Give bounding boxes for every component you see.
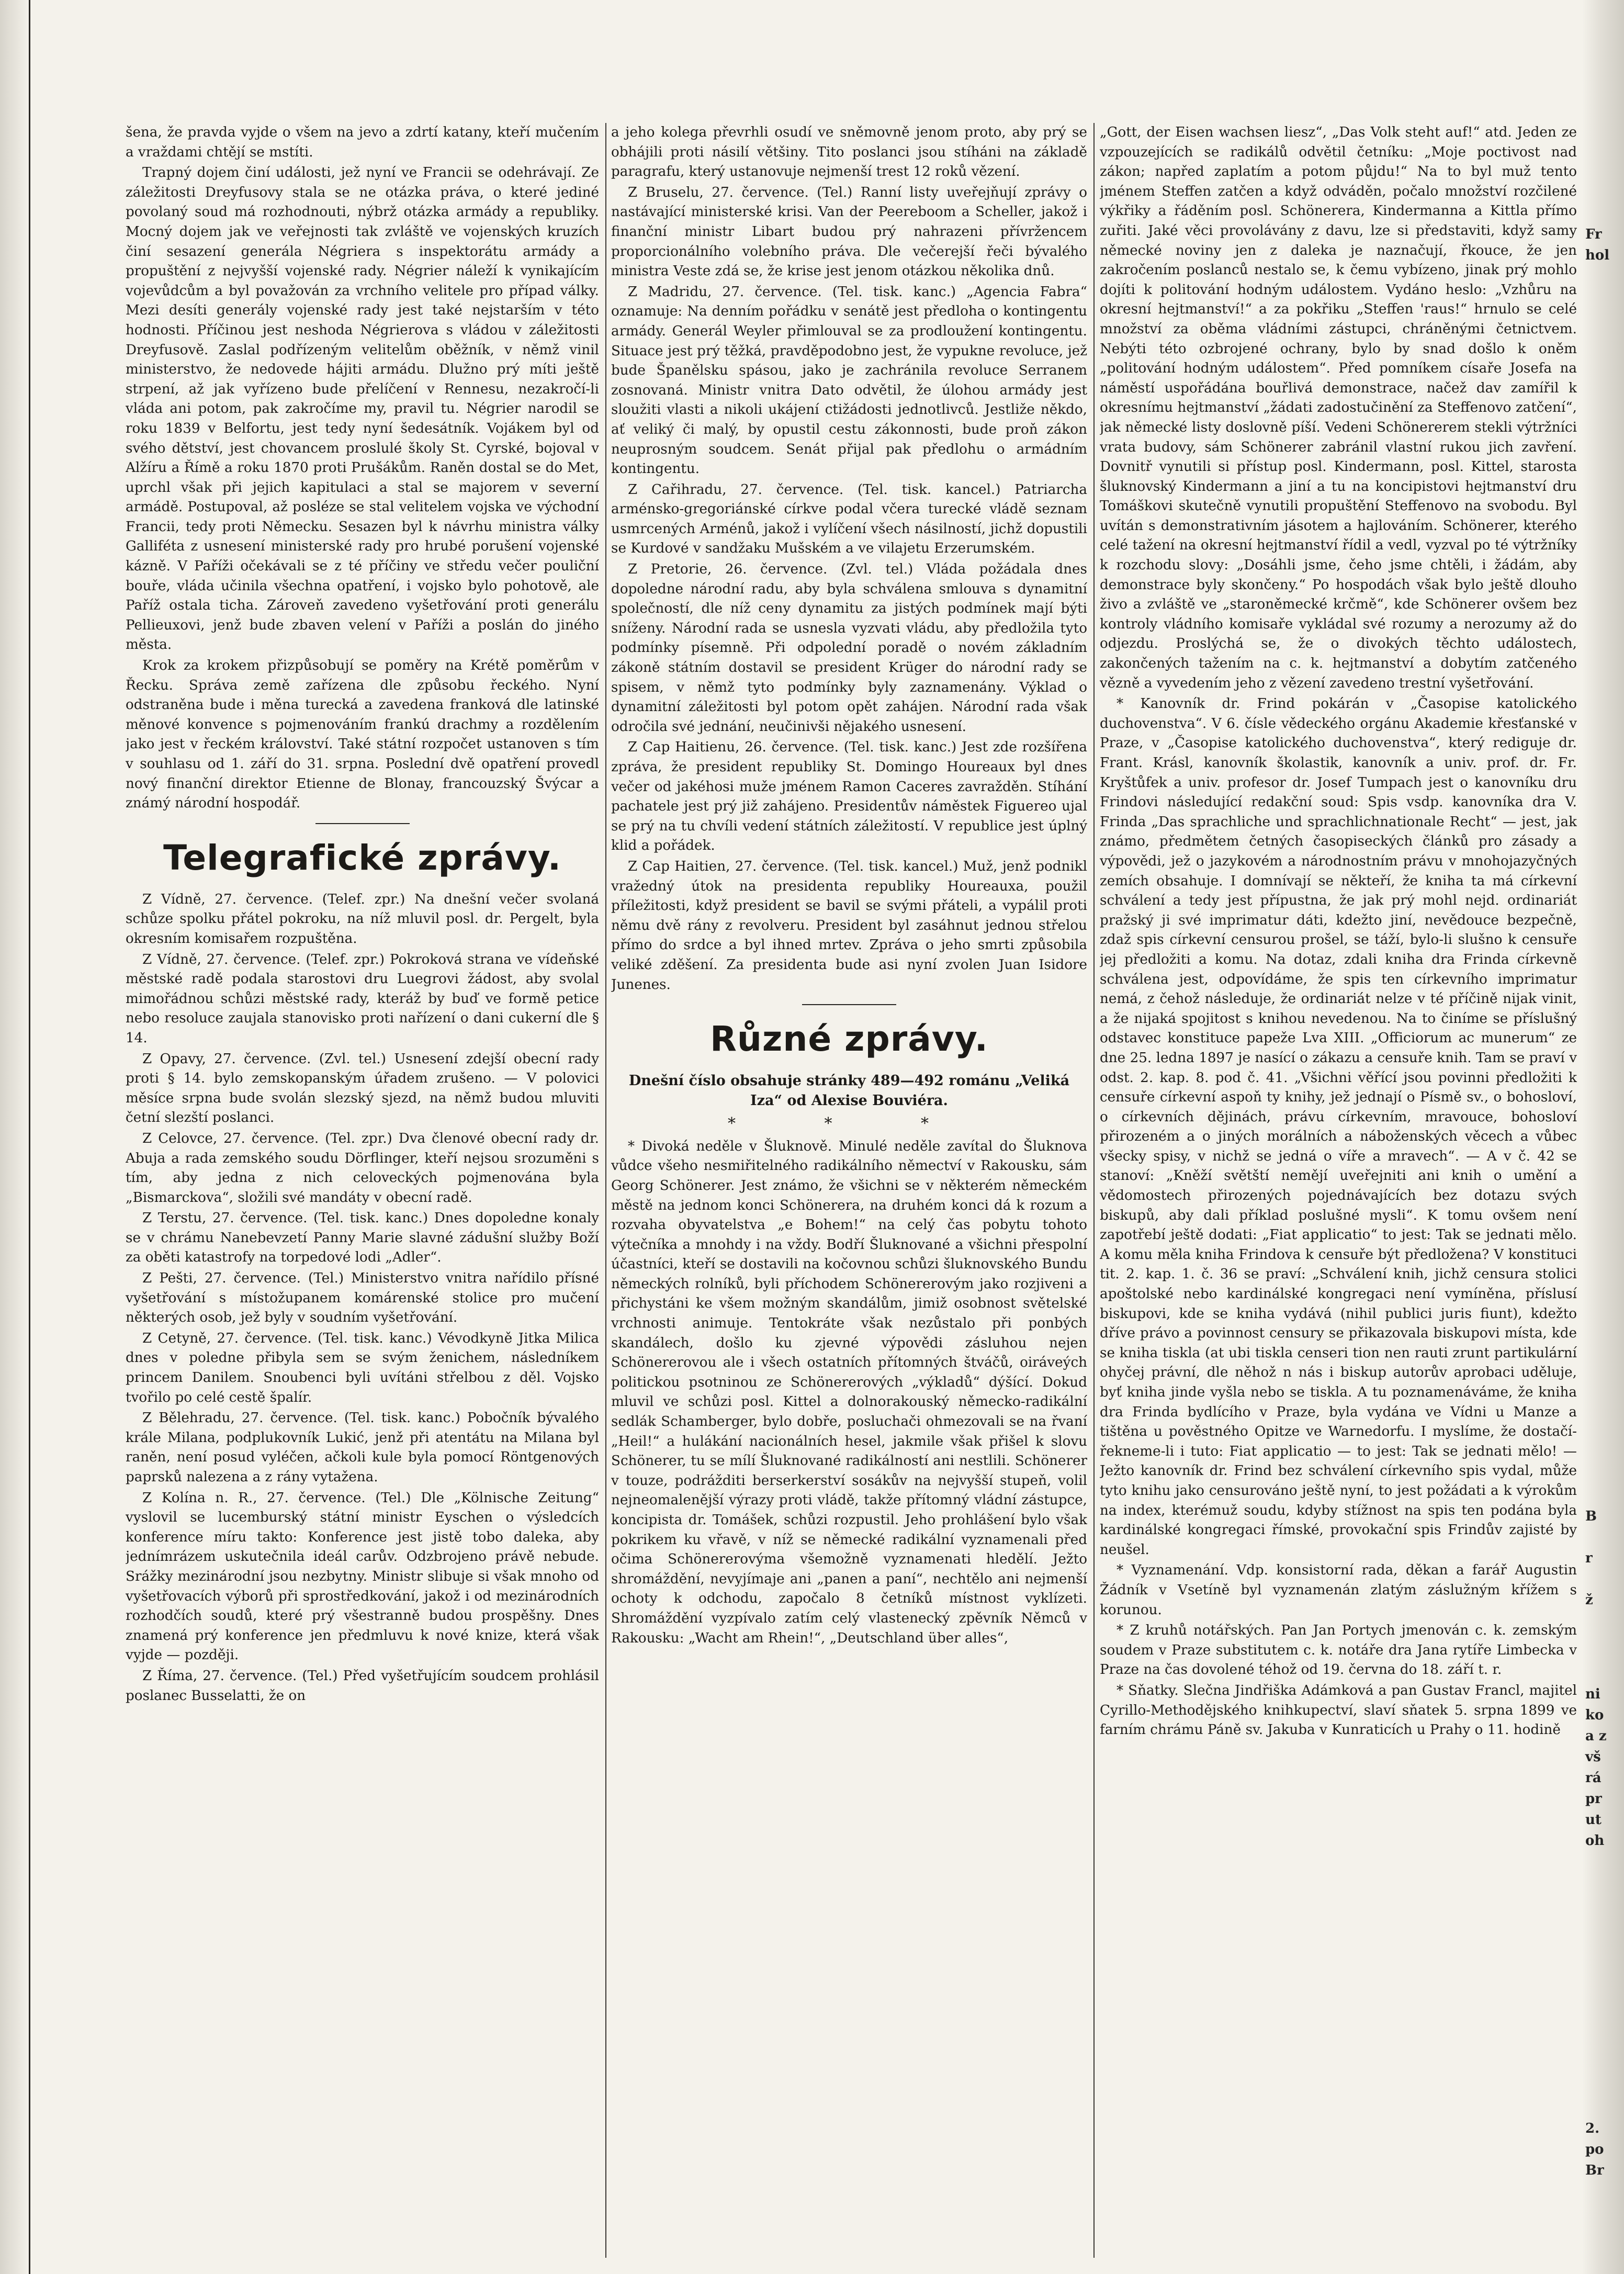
edge-fragment: rá <box>1585 1770 1602 1786</box>
telegram-item: Z Cetyně, 27. července. (Tel. tisk. kanc.) Vévodkyně Jitka Milica dnes v poledne přibyla sem se svým ženichem, následníkem princem Danilem. Snoubenci byli uvítáni střelbou z děl. Vojsko tvořilo po celé cestě špalír. <box>126 1330 599 1405</box>
edge-fragment: hol <box>1585 247 1610 263</box>
telegram-item: Z Cap Haitien, 27. července. (Tel. tisk. kancel.) Muž, jenž podnikl vražedný útok na presidenta republiky Houreauxa, použil příležitosti, když president se bavil se svými přáteli, a vypálil proti němu dvě rány z revolveru. President byl zasáhnut jednou střelou přímo do srdce a byl ihned mrtev. Zpráva o jeho smrti způsobila veliké zděšení. Za presidenta bude asi nyní zvolen Juan Isidore Junenes. <box>611 858 1087 993</box>
edge-fragment: ko <box>1585 1707 1604 1723</box>
column-1 <box>126 123 599 2258</box>
section-separator <box>315 823 410 824</box>
telegram-item: Z Vídně, 27. července. (Telef. zpr.) Pokroková strana ve vídeňské městské radě podala starostovi dru Luegrovi žádost, aby svolal mimořádnou schůzi městské rady, kteráž by buď ve formě petice nebo resoluce zaujala stanovisko proti nařízení o dani cukerní dle § 14. <box>126 951 599 1046</box>
column-divider-2 <box>1093 123 1095 2258</box>
edge-fragment: po <box>1585 2142 1604 2157</box>
edge-fragment: pr <box>1585 1791 1602 1807</box>
article-paragraph: šena, že pravda vyjde o všem na jevo a zdrtí katany, kteří mučením a vraždami chtějí se mstíti. <box>126 125 599 160</box>
telegram-item: Z Kolína n. R., 27. července. (Tel.) Dle „Kölnische Zeitung“ vyslovil se lucemburský státní ministr Eyschen o výsledcích konference míru takto: Konference jest jistě tobo daleka, aby jednímrázem uskutečnila ideál carův. Odzbrojeno právě nebude. Srážky mezinárodní jsou nezbytny. Ministr slibuje si však mnoho od vyšetřovacích výborů při sprostředkování, jakož i od mezinárodních rozhodčích soudů, které prý všestranně budou prospěšny. Dnes znamená prý konference jen předmluvu k nové knize, která však vyjde — později. <box>126 1490 599 1663</box>
edge-fragment: ni <box>1585 1686 1600 1702</box>
telegram-item: Z Cap Haitienu, 26. července. (Tel. tisk. kanc.) Jest zde rozšířena zpráva, že president republiky St. Domingo Houreaux byl dnes večer od jakéhosi muže jménem Ramon Caceres zavražděn. Stíhání pachatele jest prý již zahájeno. Presidentův náměstek Figuereo ujal se prý na tu chvíli vedení státních záležitostí. V republice jest úplný klid a pořádek. <box>611 739 1087 854</box>
edge-fragment: Fr <box>1585 227 1602 242</box>
telegram-item: Z Vídně, 27. července. (Telef. zpr.) Na dnešní večer svolaná schůze spolku přátel pokroku, na níž mluvil posl. dr. Pergelt, byla okresním komisařem rozpuštěna. <box>126 891 599 947</box>
section-separator <box>802 1004 896 1005</box>
telegram-item: Z Pešti, 27. července. (Tel.) Ministerstvo vnitra nařídilo přísné vyšetřování s místožupanem komárenské stolice pro mučení některých osob, jež byly v soudním vyšetřování. <box>126 1270 599 1326</box>
telegram-item: Z Celovce, 27. července. (Tel. zpr.) Dva členové obecní rady dr. Abuja a rada zemského soudu Dörflinger, kteří nejsou srozuměni s tím, aby jedna z nich celoveckých pojmenována byla „Bismarckova“, složili své mandáty v obecní radě. <box>126 1130 599 1206</box>
telegram-item: Z Bruselu, 27. července. (Tel.) Ranní listy uveřejňují zprávy o nastávající ministerské krisi. Van der Peereboom a Scheller, jakož i finanční ministr Libart budou prý nahrazeni přívržencem proporcionálního volebního práva. Dle večerejší řeči bývalého ministra Veste zdá se, že krise jest jenom otázkou několika dnů. <box>611 184 1087 279</box>
edge-fragment: r <box>1585 1550 1593 1566</box>
page-left-margin <box>0 0 30 2274</box>
news-item: * Vyznamenání. Vdp. konsistorní rada, děkan a farář Augustin Žádník v Vsetíně byl vyznamenán zlatým záslužným křížem s korunou. <box>1100 1562 1577 1618</box>
edge-fragment: B <box>1585 1509 1597 1524</box>
edge-fragment: vš <box>1585 1749 1601 1765</box>
telegram-item: Z Terstu, 27. července. (Tel. tisk. kanc.) Dnes dopoledne konaly se v chrámu Nanebevzetí Panny Marie slavné zádušní služby Boží za oběti katastrofy na torpedové lodi „Adler“. <box>126 1210 599 1266</box>
news-item: * Sňatky. Slečna Jindřiška Adámková a pan Gustav Francl, majitel Cyrillo-Methodějského knihkupectví, slaví sňatek 5. srpna 1899 ve farním chrámu Páně sv. Jakuba v Kunraticích u Prahy o 11. hodině <box>1100 1682 1577 1738</box>
telegram-item: Z Cařihradu, 27. července. (Tel. tisk. kancel.) Patriarcha arménsko-gregoriánské církve podal včera turecké vládě seznam usmrcených Arménů, jakož i vylíčení všech násilností, jichž dopustili se Kurdové v sandžaku Mušském a ve vilajetu Erzerumském. <box>611 481 1087 557</box>
telegram-item: Z Bělehradu, 27. července. (Tel. tisk. kanc.) Pobočník bývalého krále Milana, podplukovník Lukić, jenž při atentátu na Milana byl raněn, není posud vyléčen, ačkoli kule byla pomocí Röntgenových paprsků nalezena a z rány vytažena. <box>126 1410 599 1485</box>
edge-fragment: a z <box>1585 1728 1607 1744</box>
telegram-item: Z Pretorie, 26. července. (Zvl. tel.) Vláda požádala dnes dopoledne národní radu, aby byla schválena smlouva s dynamitní společností, dle níž ceny dynamitu za jistých podmínek mají býti sníženy. Národní rada se usnesla vyzvati vládu, aby předložila tyto podmínky písemně. Při odpolední poradě o novém základním zákoně státním dostavil se president Krüger do národní rady se spisem, v němž tyto podmínky byly zaznamenány. Výklad o dynamitní záležitosti byl potom opět zahájen. Národní rada však odročila své jednání, neučinivši nějakého usnesení. <box>611 561 1087 735</box>
news-item: „Gott, der Eisen wachsen liesz“, „Das Volk steht auf!“ atd. Jeden ze vzpouzejících se radikálů odvětil četníku: „Moje poctivost nad zákon; napřed zaplatím a potom půjdu!“ Na to byl muž tento jménem Steffen zatčen a když odváděn, počalo množství rozčilené výkřiky a řáděním posl. Schönerera, Kindermanna a Kittla přímo zuřiti. Jaké věci provolávány z davu, lze si představiti, když samy německé noviny jen z daleka je naznačují, řkouce, že jen zakročením poslanců nestalo se, k čemu vybízeno, jinak prý mohlo dojíti k politování hodným událostem. Vydáno heslo: „Vzhůru na okresní hejtmanství!“ a za pokřiku „Steffen 'raus!“ hrnulo se celé množství za oběma vládními zástupci, chráněnými četnictvem. Nebýti této ozbrojené ochrany, bylo by snad došlo k oněm „politování hodným událostem“. Před pomníkem císaře Josefa na náměstí uspořádána bouřlivá demonstrace, načež dav zamířil k okresnímu hejtmanství „žádati zadostučinění za Steffenovo zatčení“, jak německé listy doslovně píší. Vedeni Schönererem stekli výtržníci vrata budovy, sám Schönerer zabránil vlastní rukou jich zavření. Dovnitř vynutili si přístup posl. Kindermann, posl. Kittel, starosta šluknovský Kindermann a jiní a tu na koncipistovi hejtmanství dru Tomáškovi skutečně vynutili propuštění Steffenovo na svobodu. Byl uvítán s demonstrativním jásotem a hajlováním. Schönerer, kterého celé tažení na okresní hejtmanství řídil a vedl, vyzval po té výtržníky k rozchodu slovy: „Dosáhli jsme, čeho jsme chtěli, i žádám, aby demonstrace byly skončeny.“ Po hospodách však bylo ještě dlouho živo a zvláště ve „staroněmecké krčmě“, kde Schönerer ovšem bez kontroly vládního komisaře vykládal své rozumy a nerozumy až do odjezdu. Proslýchá se, že o divokých těchto událostech, zakončených tažením na c. k. hejtmanství a dobytím zatčeného vězně a vyvedením jeho z vězení zavedeno trestní vyšetřování. <box>1100 125 1577 691</box>
column-2 <box>611 123 1087 2258</box>
telegram-item: Z Opavy, 27. července. (Zvl. tel.) Usnesení zdejší obecní rady proti § 14. bylo zemskopanským úřadem zrušeno. — V polovici měsíce srpna bude svolán slezský sjezd, na němž budou mluviti četní slezští poslanci. <box>126 1051 599 1126</box>
edge-fragment: ž <box>1585 1592 1593 1608</box>
column-divider-1 <box>605 123 606 2258</box>
edge-fragment: Br <box>1585 2163 1604 2178</box>
edge-fragment: 2. <box>1585 2121 1600 2136</box>
news-item: * Divoká neděle v Šluknově. Minulé neděle zavítal do Šluknova vůdce všeho nesmiřitelného radikálního němectví v Rakousku, sám Georg Schönerer. Jest známo, že všichni se v některém německém městě na jednom konci Schönerera, na druhém konci dá k rozum a rozvaha obyvatelstva „e Bohem!“ na celý čas pobytu tohoto výtečníka a mnohdy i na vždy. Bodří Šluknované a všichni přespolní účastníci, kteří se dostavili na kočovnou schůzi šluknovského Bundu německých rolníků, byli příchodem Schönererovým jako rozjiveni a přichystáni ke všem možným skandálům, jimiž osobnost světelské vrchnosti animuje. Tentokráte však nezůstalo při ponbých skandálech, došlo ku zjevné výpovědi zásluhou nejen Schönererovou ale i všech ostatních přítomných štváčů, oiráveých politickou psotninou ze Schönererových „výkladů“ dýšící. Dokud mluvil ve schůzi posl. Kittel a dolnorakouský německo-radikální sedlák Schamberger, bylo dobře, posluchači ohmezovali se na řvaní „Heil!“ a hulákání nacionálních hesel, jakmile však přišel k slovu Schönerer, tu se mílí Šluknované radikálností ani nestlili. Schönerer v touze, podrážditi berserkerství sosákův na nejvyšší stupeň, volil nejneomalenější výrazy proti vládě, takže přítomný vládní zástupce, koncipista dr. Tomášek, schůzi rozpustil. Jeho prohlášení bylo však pokrikem ku vřavě, v níž se německé radikální vyznamenali před očima Schönererovýma všemožně vyznamenati hledělí. Ježto shromáždění, nevyjímaje ani „panen a paní“, nechtělo ani nejmenší ochoty k odchodu, započalo 8 četníků místnost vyklízeti. Shromáždění vyzpívalo zatím celý vlastenecký zpěvník Němců v Rakousku: „Wacht am Rhein!“, „Deutschland über alles“, <box>611 1138 1087 1646</box>
column-3 <box>1100 123 1577 2258</box>
telegram-item: Z Madridu, 27. července. (Tel. tisk. kanc.) „Agencia Fabra“ oznamuje: Na denním pořádku v senátě jest předloha o kontingentu armády. Generál Weyler přimlouval se za prodloužení kontingentu. Situace jest prý těžká, pravděpodobno jest, že vypukne revoluce, jež bude Španělsku spásou, jako je zachránila revoluce Serranem zosnovaná. Ministr vnitra Dato odvětil, že úlohou armády jest sloužiti vlasti a nikoli ukájení ctižádosti jednotlivců. Jestliže někdo, ať veliký či malý, by opustil cestu zákonnosti, bude proň zákon neuprosným soudcem. Senát přijal pak předlohu o armádním kontingentu. <box>611 284 1087 477</box>
edge-fragment: ut <box>1585 1812 1602 1828</box>
section-heading-telegrams: Telegrafické zprávy. <box>163 837 561 878</box>
news-item: * Kanovník dr. Frind pokárán v „Časopise katolického duchovenstva“. V 6. čísle vědeckého orgánu Akademie křesťanské v Praze, v „Časopise katolického duchovenstva“, který rediguje dr. Frant. Krásl, kanovník školastik, kanovník a univ. prof. dr. Fr. Kryštůfek a univ. profesor dr. Josef Tumpach jest o kanovníku dru Frindovi následující redakční soud: Spis vsdp. kanovníka dra V. Frinda „Das sprachliche und sprachlichnationale Recht“ — jest, jak známo, předmětem četných časopiseckých článků pro zásady a výpovědi, jež o jazykovém a národnostním právu v mnohojazyčných zemích obsahuje. I domnívají se někteří, že kniha ta má církevní schválení a tedy jest přípustna, že jak prý mohl nejd. ordinariát pražský ji své imprimatur dáti, kdežto jiní, nevědouce bezpečně, zdaž spis církevní censurou prošel, se táží, bylo-li slušno k censuře jej předložiti a komu. Na dotaz, zdali kniha dra Frinda církevně schválena jest, odpovídáme, že spis ten církevního imprimatur nemá, z čehož následuje, že ordinariát nelze v té příčině nijak vinit, a že nijaká spojitost s knihou nevedenou. Na to činíme se příslušný odstavec konstituce papeže Lva XIII. „Officiorum ac munerum“ ze dne 25. ledna 1897 je nasící o zákazu a censuře knih. Tam se praví v odst. 2. kap. 8. pod č. 41. „Všichni věřící jsou povinni předložiti k censuře církevní aspoň ty knihy, jež jednají o Písmě sv., o bohosloví, o církevních dějinách, právu církevním, mravouce, bohosloví přirozeném a o jiných morálních a náboženských věcech a vůbec všecky spisy, v nichž se jedná o víře a mravech“. — A v č. 42 se stanoví: „Kněží světští nemějí uveřejniti ani knih o umění a vědomostech přirozených pojednávajících bez dotazu svých biskupů, aby dali příklad poslušné mysli“. K tomu ovšem není zapotřebí ještě dodati: „Fiat applicatio“ to jest: Tak se jednati mělo. A komu měla kniha Frindova k censuře být předložena? V konstituci tit. 2. kap. 1. č. 36 se praví: „Schválení knih, jichž censura stolici apoštolské nebo kardinálské kongregaci není vymíněna, příslusí biskupovi, kde se kniha vydává (nihil publici juris fiunt), kdežto dříve právo a povinnost censury se přikazovala biskupovi místa, kde se kniha tiskla (at ubi tiskla censeri tion nen rauti zrunt partikulární ohyčej právní, dle něhož n nás i biskup autorův aprobaci uděluje, byť kniha jinde vyšla nebo se tiskla. A tu poznamenáváme, že kniha dra Frinda bydlícího v Praze, byla vydána ve Vídni u Manze a tištěna u pověstného Opitze ve Warnedorfu. I myslíme, že dostačí-řekneme-li i tuto: Fiat applicatio — to jest: Tak se jednati mělo! — Ježto kanovník dr. Frind bez schválení církevního spis vydal, může tyto knihu jako censurováno ještě nyní, to jest požádati a k výrokům na index, kterémuž soudu, kdyby stížnost na spis ten podána byla kardinálské kongregaci římské, provokační spis Frindův zajisté by neušel. <box>1100 696 1577 1558</box>
page-right-edge <box>1582 0 1624 2274</box>
section-heading-various: Různé zprávy. <box>710 1019 988 1060</box>
edge-fragment: oh <box>1585 1833 1605 1849</box>
article-paragraph: Trapný dojem činí události, jež nyní ve Francii se odehrávají. Ze záležitosti Dreyfusovy stala se ne otázka práva, o které jediné povolaný soud má rozhodnouti, nýbrž otázka armády a republiky. Mocný dojem jak ve veřejnosti tak zvláště ve vojenských kruzích činí sesazení generála Négriera s inspektorátu armády a propuštění z nejvyšší vojenské rady. Négrier náleží k vynikajícím vojevůdcům a byl považován za vrchního velitele pro případ války. Mezi desíti generály vojenské rady jest také nejstarším v této hodnosti. Příčinou jest neshoda Négrierova s vládou v záležitosti Dreyfusově. Zaslal podřízeným velitelům oběžník, v němž vinil ministerstvo, že nedovede hájiti armádu. Dlužno prý míti ještě strpení, až jak vyřízeno bude přelíčení v Rennesu, nezakročí-li vláda ani potom, pak zakročíme my, pravil tu. Négrier narodil se roku 1839 v Belfortu, jest tedy nyní šedesátník. Vojákem byl od svého dětství, jest chovancem proslulé školy St. Cyrské, bojoval v Alžíru a Římě a roku 1870 proti Prušákům. Raněn dostal se do Met, uprchl však při jejich kapitulaci a stal se majorem v severní armádě. Postupoval, až posléze se stal velitelem vojska ve východní Francii, tedy proti Německu. Sesazen byl k návrhu ministra války Galliféta z usnesení ministerské rady pro hrubé porušení vojenské kázně. V Paříži očekávali se z té příčiny ve středu večer pouliční bouře, vláda učinila všechna opatření, i vojsko bylo pohotově, ale Paříž ostala ticha. Zároveň zavedeno vyšetřování proti generálu Pellieuxovi, jenž bude zbaven velení v Paříži a poslán do jiného města. <box>126 165 599 653</box>
telegram-item: a jeho kolega převrhli osudí ve sněmovně jenom proto, aby prý se obhájili proti násilí většiny. Tito poslanci jsou stíháni na základě paragrafu, který ustanovuje nejmenší trest 12 roků vězení. <box>611 125 1087 180</box>
star-divider: * * * <box>727 1115 971 1133</box>
news-item: * Z kruhů notářských. Pan Jan Portych jmenován c. k. zemským soudem v Praze substitutem c. k. notáře dra Jana rytíře Limbecka v Praze na čas dovolené téhož od 19. června do 18. září t. r. <box>1100 1623 1577 1678</box>
novel-notice: Dnešní číslo obsahuje stránky 489—492 románu „Veliká Iza“ od Alexise Bouviéra. <box>628 1073 1070 1109</box>
article-paragraph: Krok za krokem přizpůsobují se poměry na Krétě poměrům v Řecku. Správa země zařízena dle způsobu řeckého. Nyní odstraněna bude i měna turecká a zavedena franková dle latinské měnové konvence s pojmenováním frankú drachmy a rozdělením jako jest v řeckém království. Také státní rozpočet ustanoven s tím v souhlasu od 1. září do 31. srpna. Poslední dvě opatření provedl nový finanční direktor Etienne de Blonay, francouzský Švýcar a známý národní hospodář. <box>126 658 599 812</box>
telegram-item: Z Říma, 27. července. (Tel.) Před vyšetřujícím soudcem prohlásil poslanec Busselatti, že on <box>126 1668 599 1704</box>
